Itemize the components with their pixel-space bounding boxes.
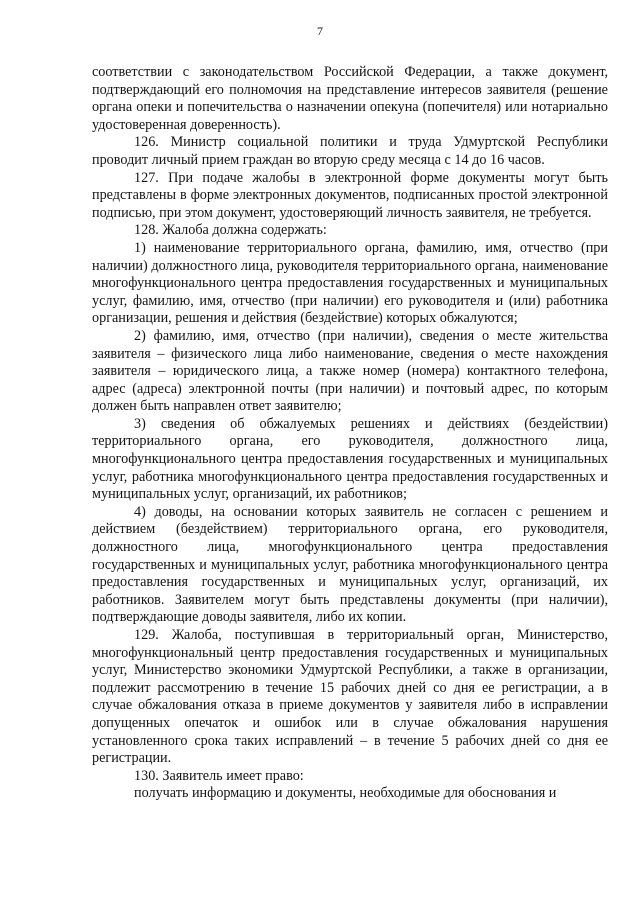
paragraph-129: 129. Жалоба, поступившая в территориальный орган, Министерство, многофункциональный центр предоставления государственных и муниципальных услуг, Министерство экономики Удмуртской Республики, а также в организации, подлежит рассмотрению в течение 15 рабочих дней со дня ее регистрации, а в случае обжалования отказа в приеме документов у заявителя либо в исправлении допущенных опечаток и ошибок или в случае обжалования нарушения установленного срока таких исправлений – в течение 5 рабочих дней со дня ее регистрации. bbox=[92, 627, 608, 767]
paragraph-127: 127. При подаче жалобы в электронной форме документы могут быть представлены в форме электронных документов, подписанных простой электронной подписью, при этом документ, удостоверяющий личность заявителя, не требуется. bbox=[92, 169, 608, 221]
paragraph-130-item: получать информацию и документы, необходимые для обоснования и bbox=[134, 785, 557, 802]
list-item-4: 4) доводы, на основании которых заявитель не согласен с решением и действием (бездействием) территориального органа, его руководителя, должностного лица, многофункционального центра предоставления государственных и муниципальных услуг, работника многофункционального центра предоставления государственных и муниципальных услуг, организаций, их работников. Заявителем могут быть представлены документы (при наличии), подтверждающие доводы заявителя, либо их копии. bbox=[92, 503, 608, 626]
paragraph-128: 128. Жалоба должна содержать: bbox=[134, 222, 327, 239]
list-item-2: 2) фамилию, имя, отчество (при наличии), сведения о месте жительства заявителя – физического лица либо наименование, сведения о месте нахождения заявителя – юридического лица, а также номер (номера) контактного телефона, адрес (адреса) электронной почты (при наличии) и почтовый адрес, по которым должен быть направлен ответ заявителю; bbox=[92, 327, 608, 415]
list-item-1: 1) наименование территориального органа, фамилию, имя, отчество (при наличии) должностного лица, руководителя территориального органа, наименование многофункционального центра предоставления государственных и муниципальных услуг, фамилию, имя, отчество (при наличии) его руководителя и (или) работника организации, решения и действия (бездействие) которых обжалуются; bbox=[92, 239, 608, 327]
paragraph-126: 126. Министр социальной политики и труда Удмуртской Республики проводит личный прием граждан во вторую среду месяца с 14 до 16 часов. bbox=[92, 134, 608, 168]
document-body bbox=[92, 64, 608, 803]
paragraph-continuation: соответствии с законодательством Российской Федерации, а также документ, подтверждающий его полномочия на представление интересов заявителя (решение органа опеки и попечительства о назначении опекуна (попечителя) или нотариально удостоверенная доверенность). bbox=[92, 64, 608, 133]
paragraph-130: 130. Заявитель имеет право: bbox=[134, 767, 304, 784]
page-number: 7 bbox=[317, 24, 323, 38]
list-item-3: 3) сведения об обжалуемых решениях и действиях (бездействии) территориального органа, его руководителя, должностного лица, многофункционального центра предоставления государственных и муниципальных услуг, работника многофункционального центра предоставления государственных и муниципальных услуг, организаций, их работников; bbox=[92, 415, 608, 503]
